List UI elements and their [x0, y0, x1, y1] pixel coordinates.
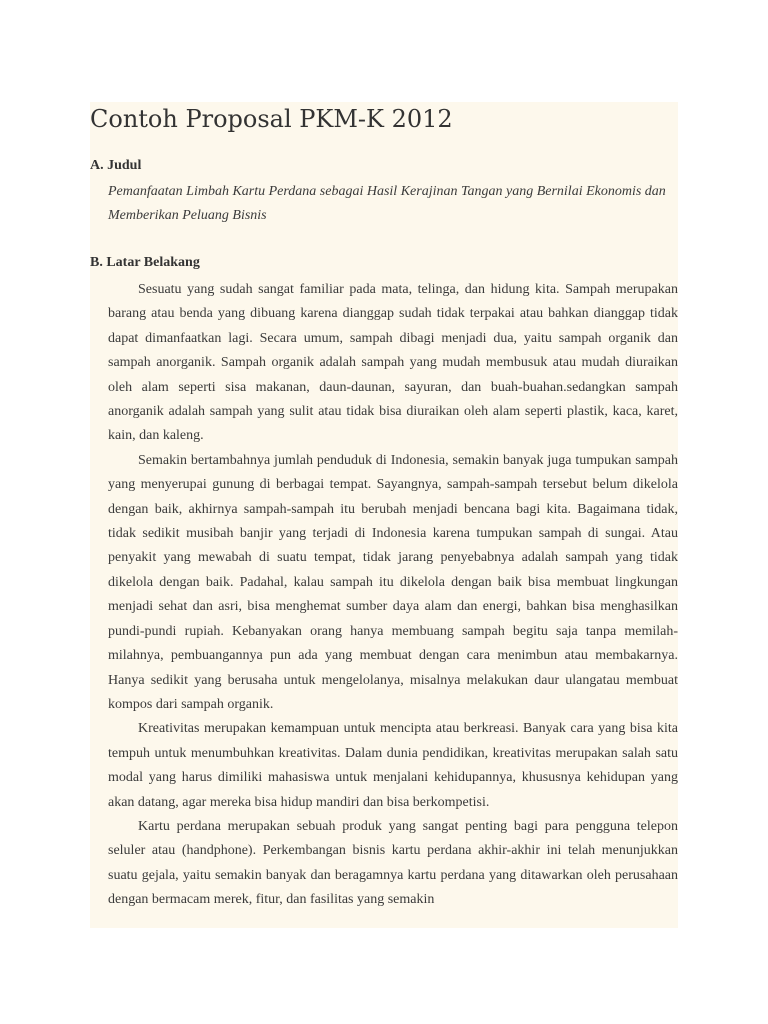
judul-text: Pemanfaatan Limbah Kartu Perdana sebagai Hasil Kerajinan Tangan yang Bernilai Ekonomis dan Memberikan Peluang Bisnis	[108, 184, 666, 223]
paragraph: Kartu perdana merupakan sebuah produk yang sangat penting bagi para pengguna telepon seluler atau (handphone). Perkembangan bisnis kartu perdana akhir-akhir ini telah menunjukkan suatu gejala, yaitu semakin banyak dan beragamnya kartu perdana yang ditawarkan oleh perusahaan dengan bermacam merek, fitur, dan fasilitas yang semakin	[108, 818, 678, 908]
paragraph: Semakin bertambahnya jumlah penduduk di Indonesia, semakin banyak juga tumpukan sampah yang menyerupai gunung di berbagai tempat. Sayangnya, sampah-sampah tersebut belum dikelola dengan baik, akhirnya sampah-sampah itu berubah menjadi bencana bagi kita. Bagaimana tidak, tidak sedikit musibah banjir yang terjadi di Indonesia karena tumpukan sampah di sungai. Atau penyakit yang mewabah di suatu tempat, tidak jarang penyebabnya adalah sampah yang tidak dikelola dengan baik. Padahal, kalau sampah itu dikelola dengan baik bisa membuat lingkungan menjadi sehat dan asri, bisa menghemat sumber daya alam dan energi, bahkan bisa menghasilkan pundi-pundi rupiah. Kebanyakan orang hanya membuang sampah begitu saja tanpa memilah-milahnya, pembuangannya pun ada yang membuat dengan cara menimbun atau membakarnya. Hanya sedikit yang berusaha untuk mengelolanya, misalnya melakukan daur ulangatau membuat kompos dari sampah organik.	[108, 452, 678, 712]
latar-belakang-body	[108, 278, 678, 913]
paragraph: Sesuatu yang sudah sangat familiar pada mata, telinga, dan hidung kita. Sampah merupakan barang atau benda yang dibuang karena dianggap sudah tidak terpakai atau bahkan dianggap tidak dapat dimanfaatkan lagi. Secara umum, sampah dibagi menjadi dua, yaitu sampah organik dan sampah anorganik. Sampah organik adalah sampah yang mudah membusuk atau mudah diuraikan oleh alam seperti sisa makanan, daun-daunan, sayuran, dan buah-buahan.sedangkan sampah anorganik adalah sampah yang sulit atau tidak bisa diuraikan oleh alam seperti plastik, kaca, karet, kain, dan kaleng.	[108, 282, 678, 444]
document-page	[90, 102, 678, 928]
paragraph: Kreativitas merupakan kemampuan untuk mencipta atau berkreasi. Banyak cara yang bisa kita tempuh untuk menumbuhkan kreativitas. Dalam dunia pendidikan, kreativitas merupakan salah satu modal yang harus dimiliki mahasiswa untuk menjalani kehidupannya, khususnya kehidupan yang akan datang, agar mereka bisa hidup mandiri dan bisa berkompetisi.	[108, 721, 678, 810]
section-a-heading: A. Judul	[90, 158, 142, 173]
section-b-heading: B. Latar Belakang	[90, 255, 200, 270]
document-title: Contoh Proposal PKM-K 2012	[90, 105, 453, 133]
